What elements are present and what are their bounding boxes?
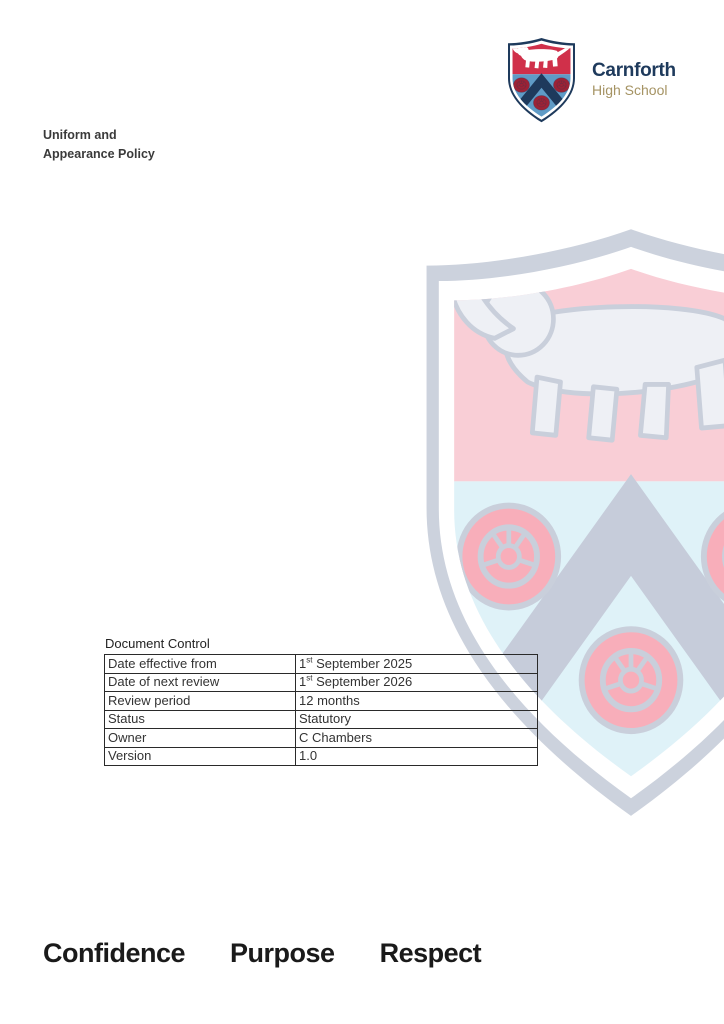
document-title-line2: Appearance Policy bbox=[43, 146, 155, 161]
row-label: Review period bbox=[105, 692, 296, 711]
table-row bbox=[105, 673, 538, 692]
table-row bbox=[105, 729, 538, 748]
motto-word: Respect bbox=[379, 938, 482, 968]
row-label: Status bbox=[105, 710, 296, 729]
row-value: Statutory bbox=[296, 710, 538, 729]
row-value: 12 months bbox=[296, 692, 538, 711]
document-control-section bbox=[104, 636, 538, 766]
school-subtitle: High School bbox=[592, 82, 668, 98]
document-control-table bbox=[104, 654, 538, 766]
row-label: Date of next review bbox=[105, 673, 296, 692]
document-control-heading: Document Control bbox=[105, 636, 210, 651]
document-title bbox=[43, 126, 155, 163]
school-motto bbox=[43, 938, 481, 969]
table-row bbox=[105, 692, 538, 711]
school-crest-icon bbox=[503, 37, 580, 124]
school-logo-text bbox=[592, 60, 676, 99]
table-row bbox=[105, 710, 538, 729]
motto-word: Purpose bbox=[230, 938, 335, 968]
row-value: 1.0 bbox=[296, 747, 538, 766]
row-value: 1st September 2026 bbox=[296, 673, 538, 692]
motto-word: Confidence bbox=[43, 938, 186, 968]
table-row bbox=[105, 655, 538, 674]
row-value: C Chambers bbox=[296, 729, 538, 748]
document-title-line1: Uniform and bbox=[43, 128, 117, 142]
row-label: Date effective from bbox=[105, 655, 296, 674]
school-name: Carnforth bbox=[592, 60, 676, 81]
row-label: Owner bbox=[105, 729, 296, 748]
table-row bbox=[105, 747, 538, 766]
row-label: Version bbox=[105, 747, 296, 766]
row-value: 1st September 2025 bbox=[296, 655, 538, 674]
